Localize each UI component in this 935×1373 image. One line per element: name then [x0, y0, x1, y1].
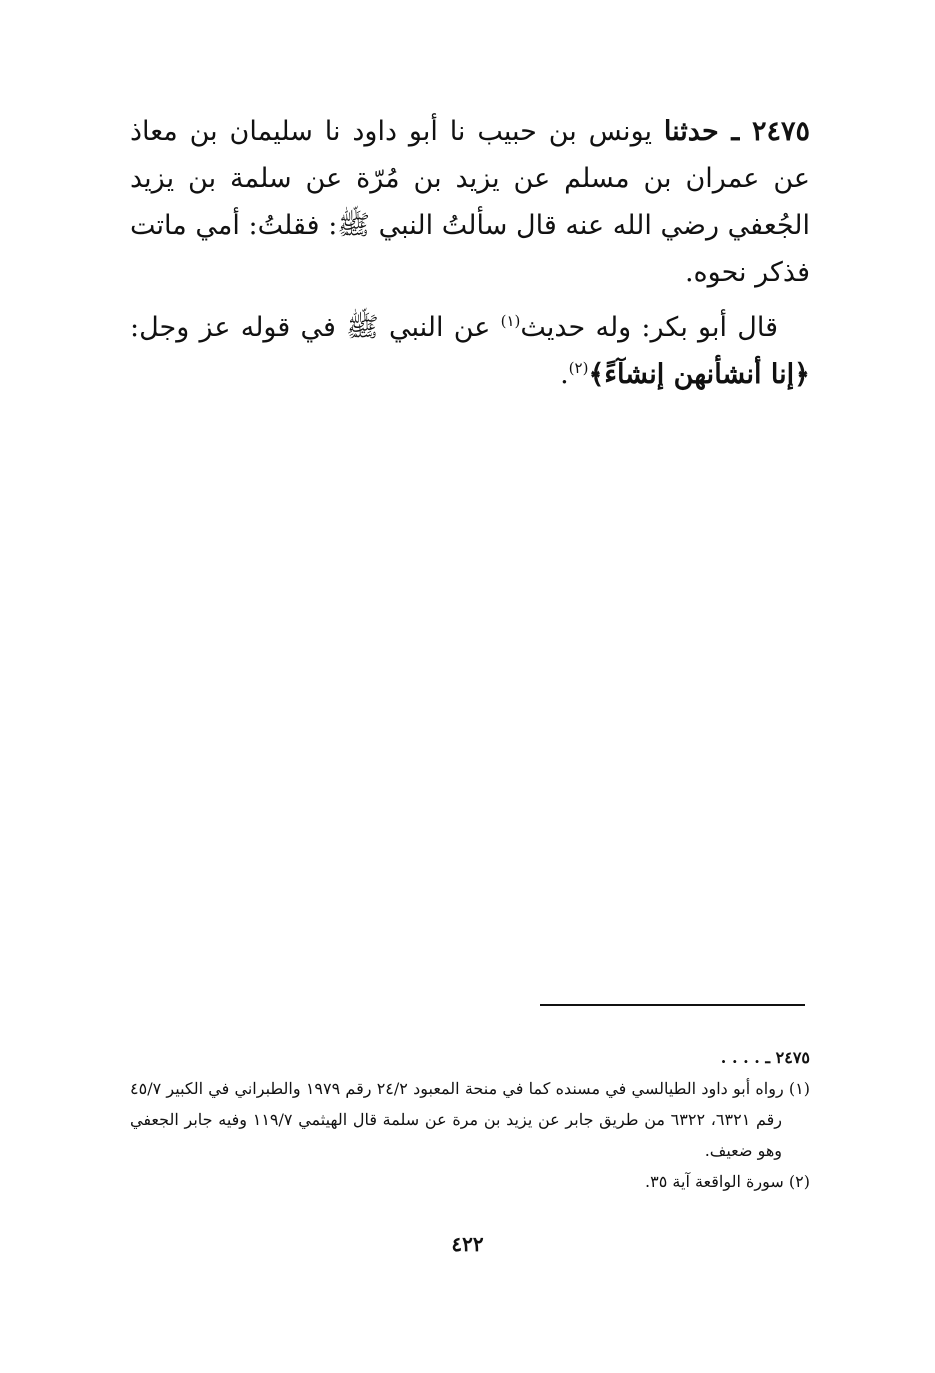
hadith-text: يونس بن حبيب نا أبو داود نا سليمان بن معاذ عن عمران بن مسلم عن يزيد بن مُرّة عن سلمة بن يزيد الجُعفي رضي الله عنه قال سألتُ النبي ﷺ: فقلتُ: أمي ماتت فذكر نحوه. [130, 116, 810, 288]
footnote-separator [540, 1004, 805, 1006]
footnote-item: (٢) سورة الواقعة آية ٣٥. [645, 1172, 810, 1191]
quran-verse: ﴿إنا أنشأنهن إنشآءً﴾ [588, 359, 810, 390]
note-text-middle: عن النبي ﷺ في قوله عز وجل: [130, 312, 501, 343]
footnotes [130, 1042, 810, 1197]
page-number: ٤٢٢ [451, 1232, 484, 1256]
note-end: . [560, 359, 569, 390]
hadith-paragraph [130, 108, 810, 296]
footnote-ref-1: (١) [500, 312, 521, 330]
footnote-item: (١) رواه أبو داود الطيالسي في مسنده كما في منحة المعبود ٢٤/٢ رقم ١٩٧٩ والطبراني في الكبير ٤٥/٧ رقم ٦٣٢١، ٦٣٢٢ من طريق جابر عن يزيد بن مرة عن سلمة قال الهيثمي ١١٩/٧ وفيه جابر الجعفي وهو ضعيف. [130, 1079, 811, 1160]
hadith-number: ٢٤٧٥ [751, 116, 810, 147]
footnote-hadith-ref: ٢٤٧٥ ـ . . . . [720, 1048, 810, 1067]
hadith-dash: ـ [718, 116, 752, 147]
footnote-ref-2: (٢) [568, 359, 589, 377]
note-paragraph [130, 304, 810, 398]
main-text [130, 108, 810, 398]
haddathana-word: حدثنا [663, 116, 719, 147]
note-text-start: قال أبو بكر: وله حديث [520, 312, 778, 343]
